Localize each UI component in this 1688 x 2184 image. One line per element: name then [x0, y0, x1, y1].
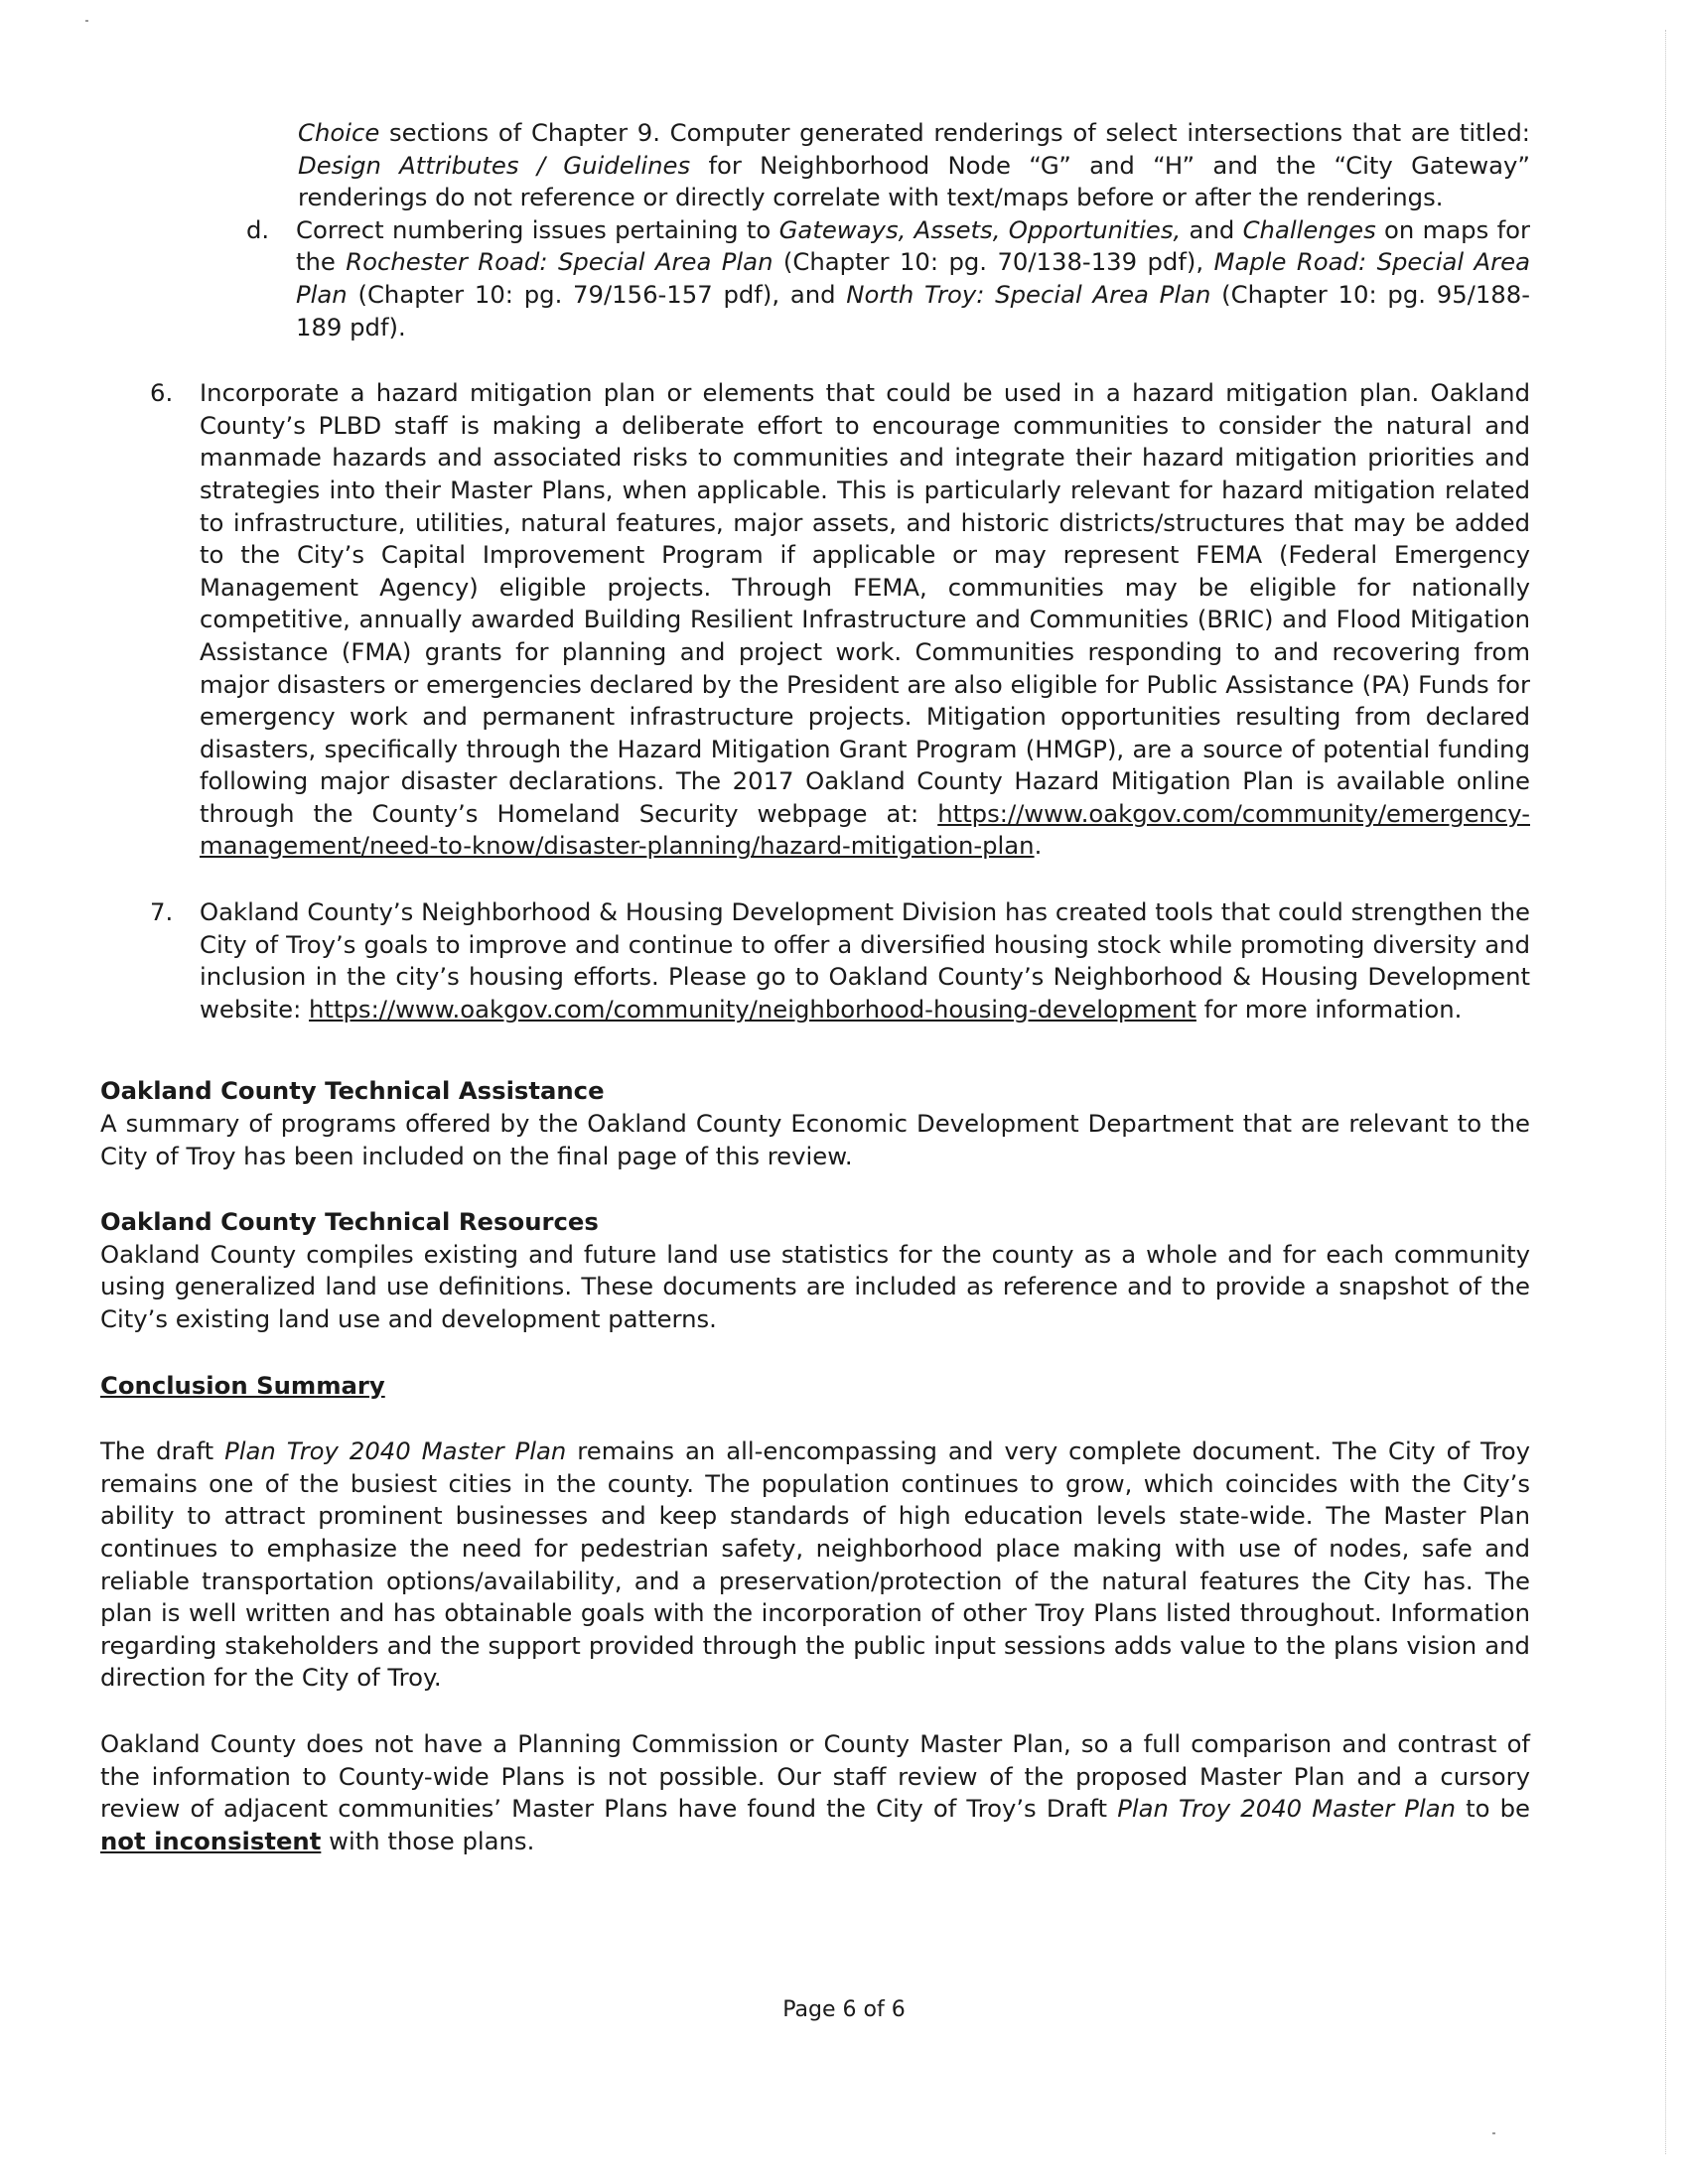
document-body: [100, 117, 1530, 1882]
section-heading: Oakland County Technical Assistance: [100, 1076, 605, 1106]
hazard-mitigation-plan-link[interactable]: https://www.oakgov.com/community/emergency-management/need-to-know/disaster-planning/hazard-mitigation-plan: [200, 798, 1530, 861]
technical-resources-section: [100, 1206, 1530, 1335]
list-item-label: d.: [246, 214, 270, 244]
technical-assistance-section: [100, 1075, 1530, 1172]
list-item-6: [100, 377, 1530, 863]
list-item-d: [100, 214, 1530, 343]
scan-speck: [1492, 2132, 1495, 2134]
list-item-number: 7.: [150, 897, 174, 927]
list-item-text: Oakland County’s Neighborhood & Housing Development Division has created tools that could strengthen the City of Troy’s goals to improve and continue to offer a diversified housing stock while promoting diversity and inclusion in the city’s housing efforts. Please go to Oakland County’s Neighborhood & Housing Development website: https://www.oakgov.com/community/neighborhood-housing-development for more information.: [200, 897, 1530, 1024]
scan-edge-line: [1665, 30, 1666, 2154]
list-item-number: 6.: [150, 378, 174, 408]
list-item-text: Correct numbering issues pertaining to Gateways, Assets, Opportunities, and Challenges on maps for the Rochester Road: Special Area Plan (Chapter 10: pg. 70/138-139 pdf), Maple Road: Special Area Plan (Chapter 10: pg. 79/156-157 pdf), and North Troy: Special Area Plan (Chapter 10: pg. 95/188-189 pdf).: [296, 214, 1530, 341]
conclusion-paragraph-1: The draft Plan Troy 2040 Master Plan remains an all-encompassing and very complete document. The City of Troy remains one of the busiest cities in the county. The population continues to grow, which coincides with the City’s ability to attract prominent businesses and keep standards of high education levels state-wide. The Master Plan continues to emphasize the need for pedestrian safety, neighborhood place making with use of nodes, safe and reliable transportation options/availability, and a preservation/protection of the natural features the City has. The plan is well written and has obtainable goals with the incorporation of other Troy Plans listed throughout. Information regarding stakeholders and the support provided through the public input sessions adds value to the plans vision and direction for the City of Troy.: [100, 1436, 1531, 1693]
neighborhood-housing-link[interactable]: https://www.oakgov.com/community/neighborhood-housing-development: [309, 994, 1196, 1024]
section-heading: Conclusion Summary: [100, 1370, 385, 1400]
conclusion-paragraph-2: Oakland County does not have a Planning Commission or County Master Plan, so a full comparison and contrast of the information to County-wide Plans is not possible. Our staff review of the proposed Master Plan and a cursory review of adjacent communities’ Master Plans have found the City of Troy’s Draft Plan Troy 2040 Master Plan to be not inconsistent with those plans.: [100, 1728, 1530, 1855]
list-item-7: [100, 896, 1530, 1025]
section-body: Oakland County compiles existing and future land use statistics for the county as a whole and for each community using generalized land use definitions. These documents are included as reference and to provide a snapshot of the City’s existing land use and development patterns.: [100, 1239, 1530, 1333]
section-body: A summary of programs offered by the Oakland County Economic Development Department that are relevant to the City of Troy has been included on the final page of this review.: [100, 1109, 1530, 1170]
page-number: Page 6 of 6: [782, 1997, 906, 2022]
conclusion-section: [100, 1370, 1530, 1858]
scan-speck: [85, 20, 88, 22]
list-item-text: Incorporate a hazard mitigation plan or elements that could be used in a hazard mitigation plan. Oakland County’s PLBD staff is making a deliberate effort to encourage communities to consider the natural and manmade hazards and associated risks to communities and integrate their hazard mitigation priorities and strategies into their Master Plans, when applicable. This is particularly relevant for hazard mitigation related to infrastructure, utilities, natural features, major assets, and historic districts/structures that may be added to the City’s Capital Improvement Program if applicable or may represent FEMA (Federal Emergency Management Agency) eligible projects. Through FEMA, communities may be eligible for nationally competitive, annually awarded Building Resilient Infrastructure and Communities (BRIC) and Flood Mitigation Assistance (FMA) grants for planning and project work. Communities responding to and recovering from major disasters or emergencies declared by the President are also eligible for Public Assistance (PA) Funds for emergency work and permanent infrastructure projects. Mitigation opportunities resulting from declared disasters, specifically through the Hazard Mitigation Grant Program (HMGP), are a source of potential funding following major disaster declarations. The 2017 Oakland County Hazard Mitigation Plan is available online through the County’s Homeland Security webpage at: https://www.oakgov.com/community/emergency-management/need-to-know/disaster-planning/hazard-mitigation-plan.: [200, 378, 1530, 861]
list-item-c-continued: Choice sections of Chapter 9. Computer generated renderings of select intersections that are titled: Design Attributes / Guidelines for Neighborhood Node “G” and “H” and the “City Gateway” renderings do not reference or directly correlate with text/maps before or after the renderings.: [298, 118, 1531, 212]
section-heading: Oakland County Technical Resources: [100, 1207, 599, 1237]
